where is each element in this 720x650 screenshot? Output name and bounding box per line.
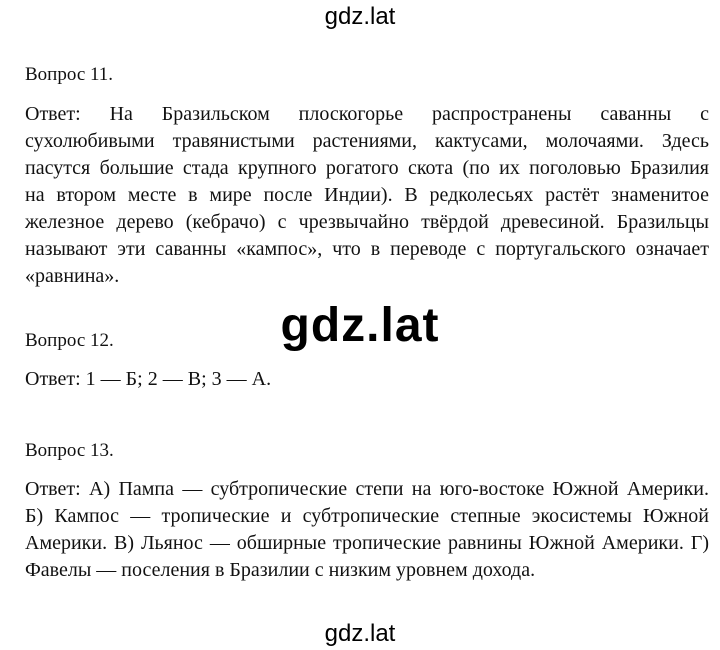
watermark-bottom: gdz.lat	[324, 620, 396, 647]
answer-line: Ответ: На Бразильском плоскогорье распространены саванны с	[25, 103, 709, 125]
question-13-title: Вопрос 13.	[25, 440, 114, 461]
question-12-title: Вопрос 12.	[25, 330, 114, 351]
answer-line: Ответ: А) Пампа — субтропические степи на юго-востоке Южной Америки.	[25, 478, 709, 500]
answer-line: называют эти саванны «кампос», что в переводе с португальского означает	[25, 238, 709, 260]
question-11-answer	[25, 101, 709, 290]
answer-line: сухолюбивыми травянистыми растениями, кактусами, молочаями. Здесь	[25, 130, 709, 152]
question-12-answer	[25, 366, 709, 393]
answer-line: пасутся большие стада крупного рогатого скота (по их поголовью Бразилия	[25, 157, 709, 179]
answer-line: Б) Кампос — тропические и субтропические степные экосистемы Южной	[25, 505, 709, 527]
answer-line: Ответ: 1 — Б; 2 — В; 3 — А.	[25, 368, 272, 390]
question-11-title: Вопрос 11.	[25, 64, 114, 85]
watermark-top: gdz.lat	[324, 3, 396, 30]
question-13-answer	[25, 476, 709, 584]
answer-line: «равнина».	[25, 265, 120, 287]
answer-line: на втором месте в мире после Индии). В редколесьях растёт знаменитое	[25, 184, 709, 206]
answer-line: Америки. В) Льянос — обширные тропические равнины Южной Америки. Г)	[25, 532, 709, 554]
answer-line: Фавелы — поселения в Бразилии с низким уровнем дохода.	[25, 559, 536, 581]
answer-line: железное дерево (кебрачо) с чрезвычайно твёрдой древесиной. Бразильцы	[25, 211, 709, 233]
watermark-middle: gdz.lat	[280, 299, 440, 352]
